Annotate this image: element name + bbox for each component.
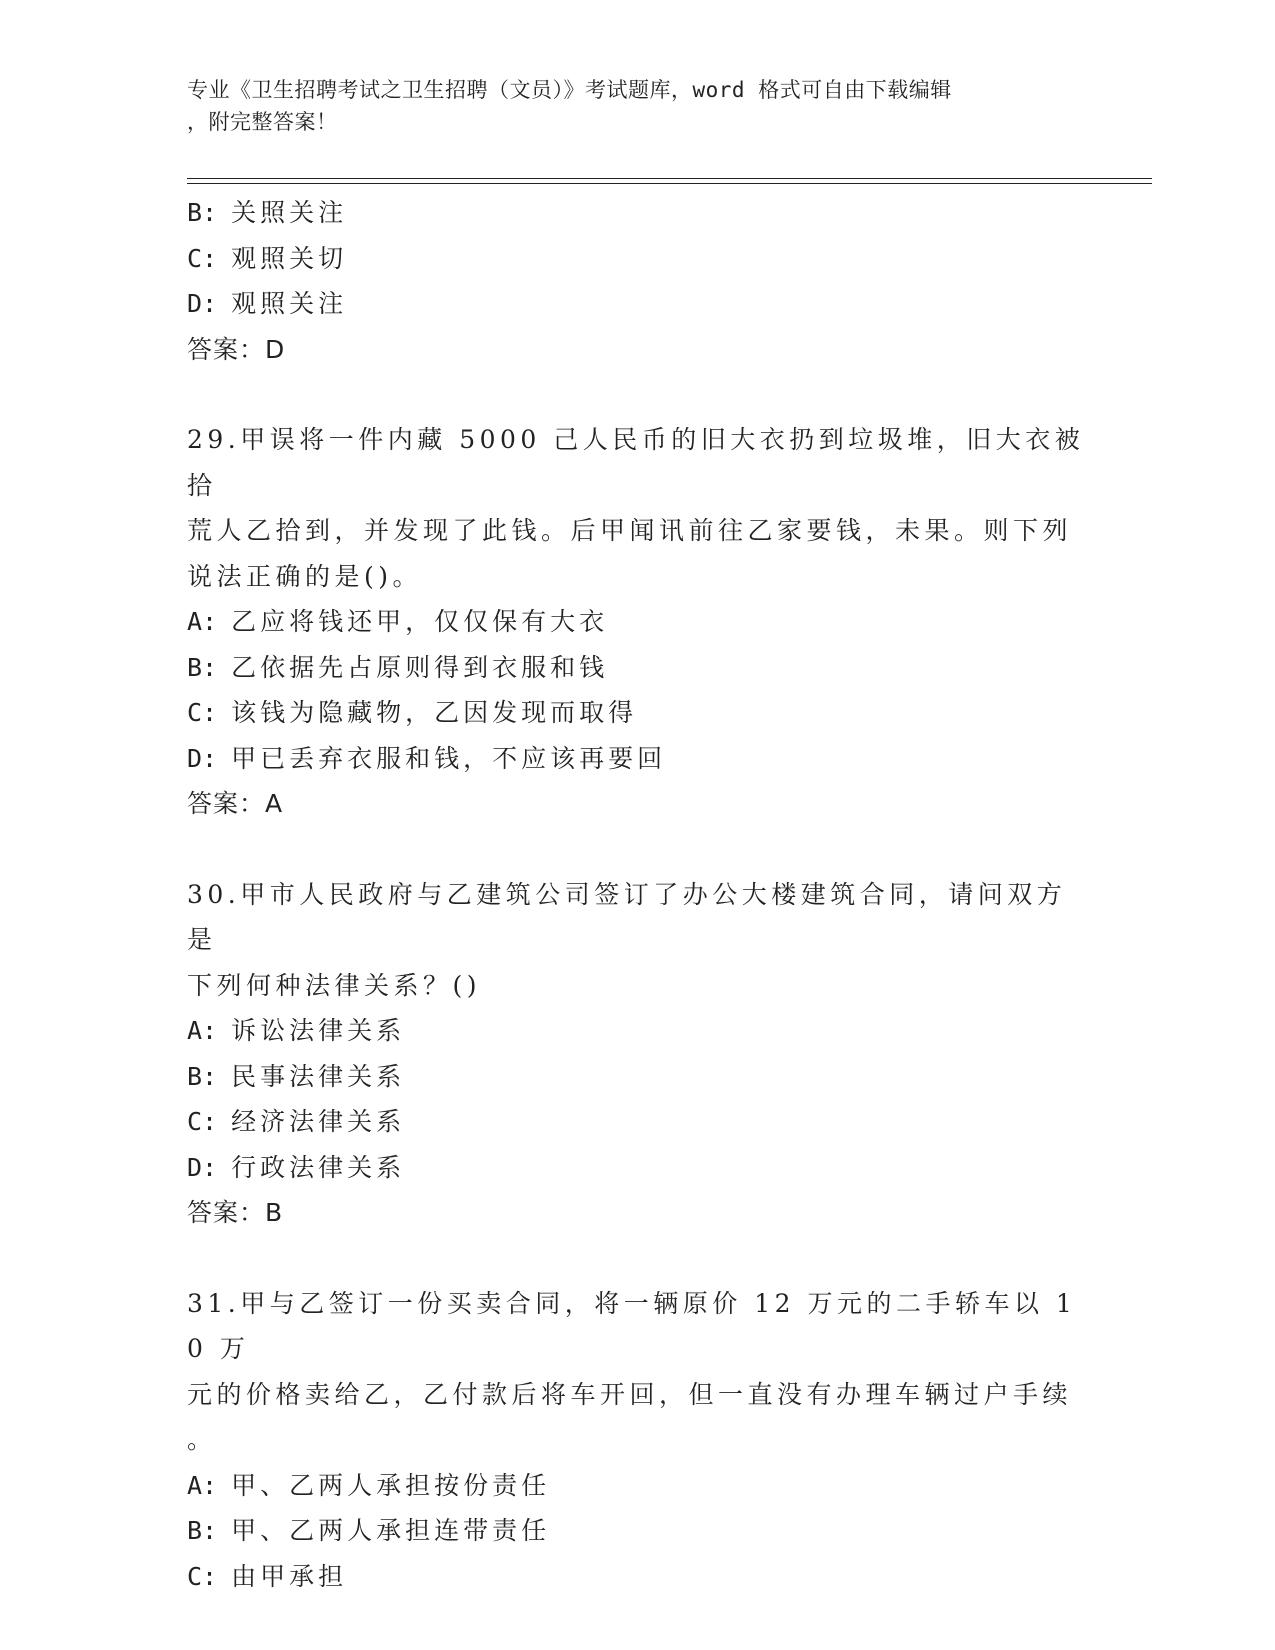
- header-rule-bottom: [187, 183, 1152, 184]
- option-text: 甲、乙两人承担连带责任: [231, 1516, 551, 1545]
- question-stem-line: 。: [187, 1425, 217, 1454]
- option-c: [187, 690, 1087, 736]
- option-d: [187, 736, 1087, 782]
- option-label: B:: [187, 1516, 218, 1545]
- question-content: [187, 190, 1087, 1599]
- answer-line: 答案：D: [187, 334, 286, 364]
- option-b: [187, 1054, 1087, 1100]
- option-label: C:: [187, 1107, 218, 1136]
- document-header: [187, 74, 1067, 138]
- option-text: 该钱为隐藏物，乙因发现而取得: [231, 698, 638, 727]
- answer-line: 答案：A: [187, 789, 284, 818]
- answer-line: 答案：B: [187, 1198, 284, 1227]
- option-text: 观照关切: [231, 243, 348, 273]
- option-text: 民事法律关系: [231, 1061, 406, 1091]
- header-line-2: ，附完整答案！: [187, 110, 338, 134]
- option-c: [187, 236, 1087, 282]
- option-text: 乙应将钱还甲，仅仅保有大衣: [231, 607, 609, 636]
- option-label: A:: [187, 607, 218, 636]
- option-text: 诉讼法律关系: [231, 1016, 406, 1045]
- spacer: [187, 1236, 1087, 1281]
- option-text: 由甲承担: [231, 1561, 348, 1591]
- option-label: A:: [187, 1470, 218, 1500]
- option-text: 甲已丢弃衣服和钱，不应该再要回: [231, 743, 667, 773]
- option-label: A:: [187, 1016, 218, 1045]
- option-label: D:: [187, 289, 218, 318]
- option-c: [187, 1099, 1087, 1145]
- header-line-1: 专业《卫生招聘考试之卫生招聘（文员）》考试题库，word 格式可自由下载编辑: [187, 78, 952, 102]
- option-d: [187, 281, 1087, 327]
- option-text: 甲、乙两人承担按份责任: [231, 1470, 551, 1500]
- question-stem-line: 下列何种法律关系？(): [187, 970, 482, 1000]
- question-stem-line: 元的价格卖给乙，乙付款后将车开回，但一直没有办理车辆过户手续: [187, 1379, 1073, 1409]
- option-label: B:: [187, 198, 218, 227]
- option-label: D:: [187, 1152, 218, 1182]
- spacer: [187, 827, 1087, 872]
- question-30: [187, 872, 1087, 1236]
- question-stem-line: 荒人乙拾到，并发现了此钱。后甲闻讯前往乙家要钱，未果。则下列: [187, 516, 1073, 545]
- question-29: [187, 417, 1087, 827]
- question-stem-line: 31.甲与乙签订一份买卖合同，将一辆原价 12 万元的二手轿车以 10 万: [187, 1288, 1077, 1363]
- question-stem-line: 30.甲市人民政府与乙建筑公司签订了办公大楼建筑合同，请问双方是: [187, 879, 1067, 954]
- option-a: [187, 1463, 1087, 1509]
- option-label: C:: [187, 698, 218, 727]
- option-b: [187, 190, 1087, 236]
- header-rule-top: [187, 178, 1152, 179]
- option-d: [187, 1145, 1087, 1191]
- option-b: [187, 1508, 1087, 1554]
- option-label: C:: [187, 1561, 218, 1591]
- spacer: [187, 372, 1087, 417]
- option-label: B:: [187, 652, 218, 682]
- option-text: 乙依据先占原则得到衣服和钱: [231, 652, 609, 682]
- option-text: 经济法律关系: [231, 1107, 406, 1136]
- option-label: C:: [187, 243, 218, 273]
- option-text: 关照关注: [231, 198, 348, 227]
- option-b: [187, 645, 1087, 691]
- option-label: B:: [187, 1061, 218, 1091]
- option-c: [187, 1554, 1087, 1600]
- option-text: 观照关注: [231, 289, 348, 318]
- question-31: [187, 1281, 1087, 1600]
- option-text: 行政法律关系: [231, 1152, 406, 1182]
- question-stem-line: 29.甲误将一件内藏 5000 己人民币的旧大衣扔到垃圾堆，旧大衣被拾: [187, 425, 1085, 500]
- option-a: [187, 1008, 1087, 1054]
- question-stem-line: 说法正确的是()。: [187, 561, 423, 591]
- option-a: [187, 599, 1087, 645]
- option-label: D:: [187, 743, 218, 773]
- partial-question: [187, 190, 1087, 372]
